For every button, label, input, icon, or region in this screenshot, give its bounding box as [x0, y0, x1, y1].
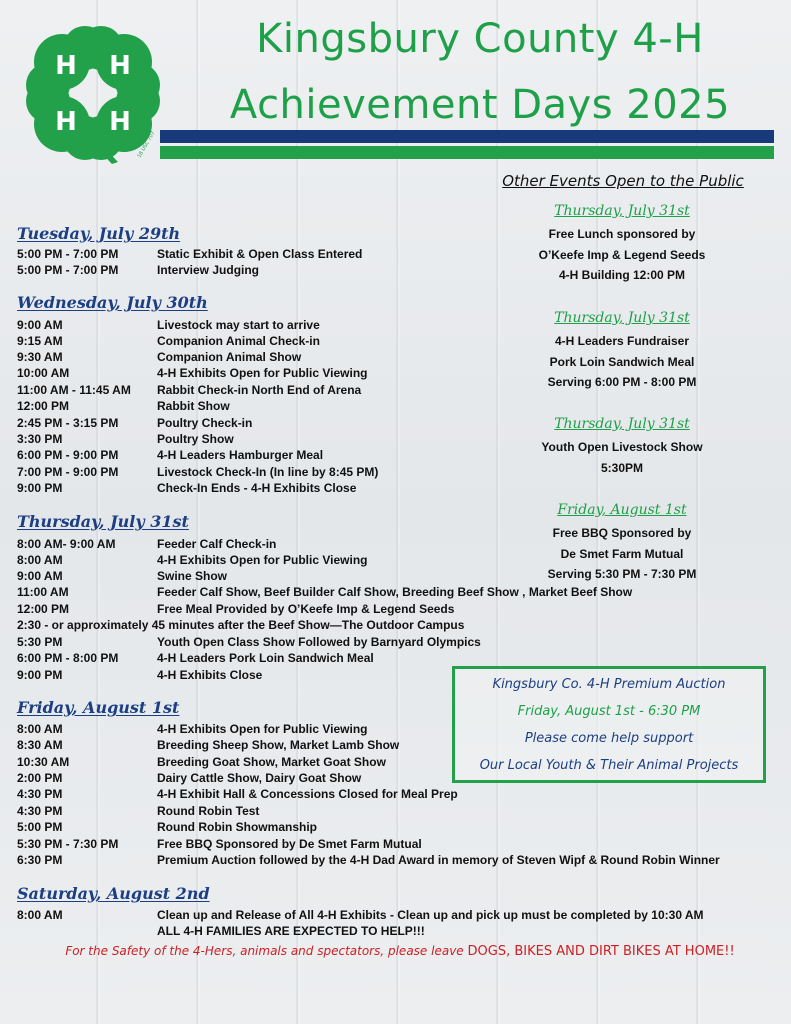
schedule-event: 4-H Exhibits Open for Public Viewing	[157, 366, 368, 380]
schedule-event: Free Meal Provided by O’Keefe Imp & Legend Seeds	[157, 602, 455, 616]
other-event-line: Serving 5:30 PM - 7:30 PM	[547, 567, 697, 581]
other-event-line: Free BBQ Sponsored by	[552, 526, 692, 540]
schedule-time: 9:00 AM	[17, 569, 63, 583]
schedule-event: Round Robin Showmanship	[157, 820, 317, 834]
schedule-time: 12:00 PM	[17, 602, 70, 616]
schedule-time: 5:30 PM - 7:30 PM	[17, 837, 119, 851]
other-event-line: 4-H Building 12:00 PM	[558, 268, 686, 282]
schedule-time: 4:30 PM	[17, 787, 63, 801]
day-heading: Tuesday, July 29th	[17, 224, 181, 243]
schedule-time: 8:00 AM	[17, 553, 63, 567]
schedule-row	[17, 635, 777, 651]
auction-box	[452, 666, 766, 783]
svg-text:H: H	[109, 107, 131, 137]
schedule-row	[17, 820, 777, 836]
schedule-time: 10:00 AM	[17, 366, 70, 380]
schedule-time: 3:30 PM	[17, 432, 63, 446]
logo-mark-text: 18 USC 707	[136, 130, 157, 159]
schedule-time: 11:00 AM	[17, 585, 69, 599]
schedule-time: 2:45 PM - 3:15 PM	[17, 416, 119, 430]
schedule-time: 8:00 AM	[17, 908, 63, 922]
four-h-clover-icon	[22, 22, 164, 164]
schedule-time: 9:00 PM	[17, 481, 63, 495]
safety-notice-text: For the Safety of the 4-Hers, animals and spectators, please leave	[65, 944, 468, 958]
schedule-event: Check-In Ends - 4-H Exhibits Close	[157, 481, 357, 495]
auction-line-1: Please come help support	[524, 731, 694, 746]
schedule-event: Round Robin Test	[157, 804, 260, 818]
day-heading: Wednesday, July 30th	[17, 293, 208, 312]
schedule-event: 4-H Leaders Pork Loin Sandwich Meal	[157, 651, 374, 665]
schedule-time: 12:00 PM	[17, 399, 70, 413]
schedule-time: 4:30 PM	[17, 804, 63, 818]
other-events-heading: Other Events Open to the Public	[502, 172, 744, 190]
schedule-event: Feeder Calf Check-in	[157, 537, 277, 551]
other-event-line: O’Keefe Imp & Legend Seeds	[538, 247, 706, 262]
page-title-line-2: Achievement Days 2025	[229, 82, 731, 128]
svg-text:H: H	[55, 51, 77, 81]
safety-notice-emphasis: DOGS, BIKES AND DIRT BIKES AT HOME!!	[467, 944, 735, 959]
schedule-row	[17, 853, 777, 869]
auction-title: Kingsbury Co. 4-H Premium Auction	[492, 677, 726, 692]
day-heading: Thursday, July 31st	[17, 512, 189, 531]
schedule-event: Rabbit Check-in North End of Arena	[157, 383, 362, 397]
schedule-event: Feeder Calf Show, Beef Builder Calf Show, Breeding Beef Show , Market Beef Show	[157, 585, 633, 599]
schedule-event: Livestock may start to arrive	[157, 318, 320, 332]
schedule-event: Poultry Check-in	[157, 416, 253, 430]
schedule-event: Rabbit Show	[157, 399, 230, 413]
schedule-event: 2:30 - or approximately 45 minutes after the Beef Show—The Outdoor Campus	[17, 618, 465, 632]
schedule-time: 9:30 AM	[17, 350, 63, 364]
auction-line-2: Our Local Youth & Their Animal Projects	[479, 758, 739, 773]
schedule-row	[17, 804, 777, 820]
schedule-event: Premium Auction followed by the 4-H Dad Award in memory of Steven Wipf & Round Robin Winner	[157, 853, 720, 867]
schedule-row	[17, 924, 777, 940]
schedule-event: Breeding Sheep Show, Market Lamb Show	[157, 738, 400, 752]
other-event-line: Pork Loin Sandwich Meal	[549, 354, 695, 369]
schedule-event: 4-H Exhibit Hall & Concessions Closed for Meal Prep	[157, 787, 458, 801]
header-divider-green	[160, 146, 774, 159]
schedule-time: 9:00 AM	[17, 318, 63, 332]
schedule-time: 5:30 PM	[17, 635, 63, 649]
schedule-event: Breeding Goat Show, Market Goat Show	[157, 755, 386, 769]
header-divider-navy	[160, 130, 774, 143]
schedule-event: ALL 4-H FAMILIES ARE EXPECTED TO HELP!!!	[157, 924, 425, 938]
schedule-row	[17, 651, 777, 667]
schedule-time: 11:00 AM - 11:45 AM	[17, 383, 131, 397]
schedule-event: 4-H Exhibits Close	[157, 668, 263, 682]
other-event-line: Free Lunch sponsored by	[548, 227, 696, 241]
schedule-time: 2:00 PM	[17, 771, 63, 785]
other-event-date: Thursday, July 31st	[554, 203, 690, 219]
day-heading: Friday, August 1st	[17, 698, 180, 717]
schedule-event: Livestock Check-In (In line by 8:45 PM)	[157, 465, 379, 479]
schedule-event: 4-H Exhibits Open for Public Viewing	[157, 553, 368, 567]
schedule-time: 9:15 AM	[17, 334, 63, 348]
schedule-row	[17, 908, 777, 924]
schedule-time: 6:00 PM - 8:00 PM	[17, 651, 119, 665]
schedule-row	[17, 481, 777, 497]
schedule-row	[17, 399, 777, 415]
schedule-time: 8:00 AM	[17, 722, 63, 736]
schedule-event: Poultry Show	[157, 432, 234, 446]
auction-date: Friday, August 1st - 6:30 PM	[517, 704, 701, 719]
schedule-time: 9:00 PM	[17, 668, 63, 682]
schedule-row	[17, 585, 777, 601]
schedule-event: Swine Show	[157, 569, 228, 583]
schedule-time: 6:30 PM	[17, 853, 63, 867]
schedule-row	[17, 787, 777, 803]
svg-text:H: H	[55, 107, 77, 137]
schedule-time: 8:30 AM	[17, 738, 63, 752]
schedule-event: 4-H Exhibits Open for Public Viewing	[157, 722, 368, 736]
schedule-time: 5:00 PM - 7:00 PM	[17, 247, 119, 261]
other-event-date: Friday, August 1st	[557, 502, 687, 518]
schedule-row	[17, 618, 777, 634]
schedule-event: Static Exhibit & Open Class Entered	[157, 247, 363, 261]
other-event-line: Serving 6:00 PM - 8:00 PM	[547, 375, 697, 389]
page-title-line-1: Kingsbury County 4-H	[256, 16, 704, 62]
schedule-event: Interview Judging	[157, 263, 260, 277]
schedule-event: Free BBQ Sponsored by De Smet Farm Mutual	[157, 837, 422, 851]
schedule-time: 5:00 PM - 7:00 PM	[17, 263, 119, 277]
schedule-time: 6:00 PM - 9:00 PM	[17, 448, 119, 462]
safety-notice	[20, 944, 780, 959]
schedule-event: Dairy Cattle Show, Dairy Goat Show	[157, 771, 362, 785]
schedule-time: 8:00 AM- 9:00 AM	[17, 537, 116, 551]
other-event-line: 4-H Leaders Fundraiser	[554, 334, 690, 348]
schedule-event: 4-H Leaders Hamburger Meal	[157, 448, 324, 462]
svg-text:H: H	[109, 51, 131, 81]
other-event-date: Thursday, July 31st	[554, 310, 690, 326]
schedule-event: Clean up and Release of All 4-H Exhibits - Clean up and pick up must be completed by 10:30 AM	[157, 908, 704, 922]
schedule-row	[17, 837, 777, 853]
schedule-row	[17, 602, 777, 618]
other-event-line: Youth Open Livestock Show	[541, 440, 703, 454]
schedule-event: Companion Animal Check-in	[157, 334, 320, 348]
schedule-event: Companion Animal Show	[157, 350, 302, 364]
schedule-time: 10:30 AM	[17, 755, 70, 769]
schedule-time: 7:00 PM - 9:00 PM	[17, 465, 119, 479]
other-event-line: De Smet Farm Mutual	[560, 546, 684, 561]
schedule-event: Youth Open Class Show Followed by Barnyard Olympics	[157, 635, 481, 649]
other-event-line: 5:30PM	[600, 460, 644, 475]
schedule-time: 5:00 PM	[17, 820, 63, 834]
day-heading: Saturday, August 2nd	[17, 884, 210, 903]
other-event-date: Thursday, July 31st	[554, 416, 690, 432]
